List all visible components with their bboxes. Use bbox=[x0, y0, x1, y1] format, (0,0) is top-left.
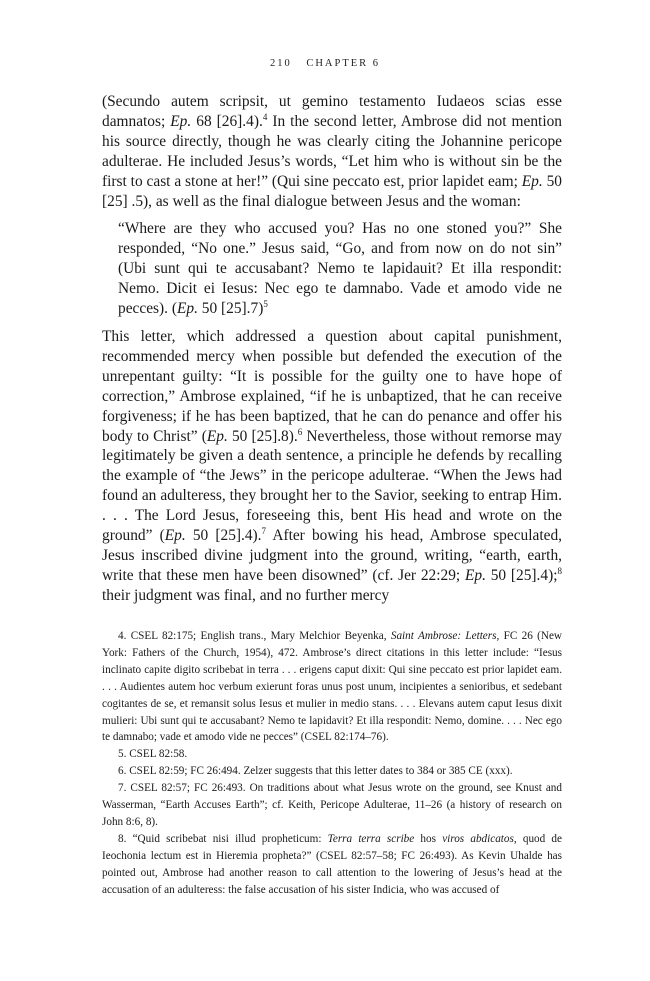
text-run-italic: Ep. bbox=[164, 527, 186, 545]
text-run: their judgment was final, and no further mercy bbox=[102, 586, 390, 604]
running-head bbox=[0, 58, 650, 69]
footnote-ref: 4 bbox=[262, 111, 268, 122]
text-run: 50 [25].4); bbox=[485, 566, 558, 584]
chapter-label: CHAPTER 6 bbox=[306, 58, 381, 69]
text-run: 50 [25].7) bbox=[197, 300, 264, 318]
footnote-ref: 7 bbox=[261, 525, 267, 536]
text-run: 68 [26].4). bbox=[191, 112, 263, 130]
text-run-italic: Ep. bbox=[170, 112, 192, 130]
text-run: “Where are they who accused you? Has no one stoned you?” She responded, “No one.” Jesus said, “Go, and from now on do not sin” (Ubi sunt qui te accusabant? Nemo te lapidauit? Et illa respondit: Nemo. Dicit ei Iesus: Nec ego te damnabo. Vade et amodo vide ne pecces). ( bbox=[118, 220, 562, 318]
text-run-italic: Saint Ambrose: Letters bbox=[390, 630, 497, 642]
text-run: 50 [25] .5), as well as the final dialogue between Jesus and the woman: bbox=[102, 172, 562, 210]
body-paragraph-2 bbox=[102, 327, 562, 606]
footnote-6: 6. CSEL 82:59; FC 26:494. Zelzer suggests that this letter dates to 384 or 385 CE (xxx). bbox=[118, 765, 513, 778]
text-run: 50 [25].4). bbox=[185, 527, 262, 545]
main-text bbox=[102, 92, 562, 606]
block-quote bbox=[118, 219, 562, 319]
text-run: (Secundo autem scripsit, ut gemino testamento Iudaeos scias esse damnatos; bbox=[102, 93, 562, 130]
footnote-7: 7. CSEL 82:57; FC 26:493. On traditions about what Jesus wrote on the ground, see Knust and Wasserman, “Earth Accuses Earth”; cf. Keith, Pericope Adulterae, 11–26 (a history of research on John 8:6, 8). bbox=[102, 782, 562, 828]
body-paragraph-1 bbox=[102, 92, 562, 211]
footnote-ref: 6 bbox=[297, 426, 303, 437]
text-run-italic: Ep. bbox=[176, 300, 198, 318]
footnote-4 bbox=[102, 628, 562, 746]
text-run-italic: Ep. bbox=[464, 566, 486, 584]
text-run-italic: Ep. bbox=[521, 172, 543, 190]
text-run: After bowing his head, Ambrose speculated, Jesus inscribed divine judgment into the ground, writing, “earth, earth, write that these men have been disowned” (cf. Jer 22:29; bbox=[102, 527, 562, 584]
text-run-italic: viros abdicatos bbox=[442, 832, 514, 845]
text-run: , FC 26 (New York: Fathers of the Church, 1954), 472. Ambrose’s direct citations in this letter include: “Iesus inclinato capite digito scribebat in terra . . . erigens caput dixit: Qui sine peccato est prior lapidet eam. . . . Audientes autem hoc verbum exierunt foras unus post unum, incipientes a senioribus, et sedebant cogitantes de se, et remansit solus Iesus et mulier in medio stans. . . . Elevans autem caput Iesus dixit mulieri: Ubi sunt qui te accusabant? Nemo te lapidavit? Et illa respondit: Nemo, domine. . . . Nec ego te damnabo; vade et amodo vide ne pecces” (CSEL 82:174–76). bbox=[102, 630, 562, 744]
footnote-ref: 5 bbox=[263, 298, 268, 309]
text-run: 50 [25].8). bbox=[227, 427, 298, 445]
page-number: 210 bbox=[269, 58, 292, 69]
text-run: In the second letter, Ambrose did not mention his source directly, though he was clearly citing the Johannine pericope adulterae. He included Jesus’s words, “Let him who is without sin be the first to cast a stone at her!” (Qui sine peccato est, prior lapidet eam; bbox=[102, 112, 562, 190]
text-run: , quod de Ieochonia lectum est in Hieremia propheta?” (CSEL 82:57–58; FC 26:493). As Kevin Uhalde has pointed out, Ambrose had another reason to call attention to the lowering of Jesus’s head at the accusation of an adulteress: the false accusation of his sister Indicia, who was accused of bbox=[102, 832, 562, 896]
footnotes bbox=[102, 628, 562, 899]
text-run: This letter, which addressed a question about capital punishment, recommended mercy when possible but defended the execution of the unrepentant guilty: “It is possible for the guilty one to have hope of correction,” Ambrose explained, “if he is unbaptized, that he can receive forgiveness; if he has been baptized, that he can do penance and offer his body to Christ” ( bbox=[102, 327, 562, 445]
text-run-italic: Ep. bbox=[206, 427, 228, 445]
footnote-5: 5. CSEL 82:58. bbox=[118, 748, 188, 761]
text-run-italic: Terra terra scribe bbox=[327, 832, 415, 845]
text-run: Nevertheless, those without remorse may legitimately be given a death sentence, a principle he defends by recalling the example of “the Jews” in the pericope adulterae. “When the Jews had found an adulteress, they brought her to the Savior, seeking to entrap Him. . . . The Lord Jesus, foreseeing this, bent His head and wrote on the ground” ( bbox=[102, 427, 562, 545]
text-run: 8. “Quid scribebat nisi illud propheticum: bbox=[118, 832, 328, 845]
text-run: 4. CSEL 82:175; English trans., Mary Melchior Beyenka, bbox=[118, 630, 391, 642]
footnote-8 bbox=[102, 831, 562, 899]
footnote-ref: 8 bbox=[557, 565, 562, 576]
text-run: hos bbox=[414, 832, 443, 845]
